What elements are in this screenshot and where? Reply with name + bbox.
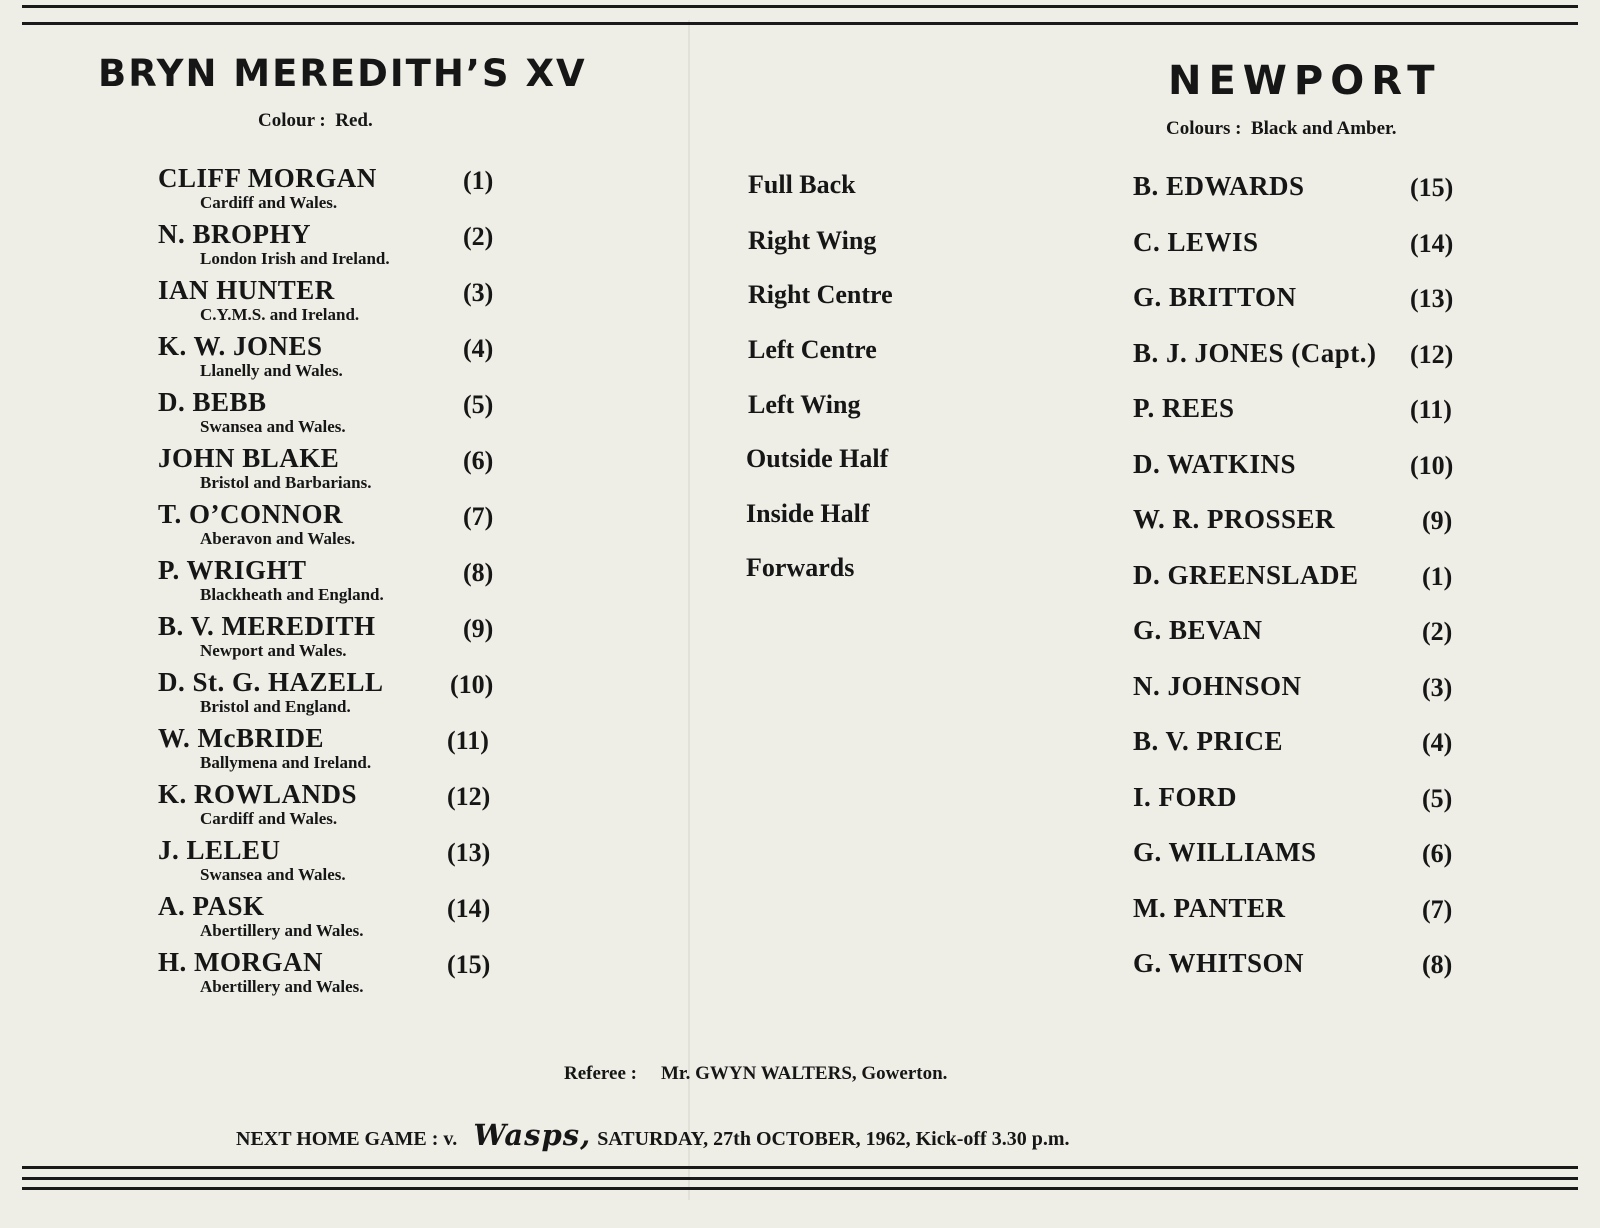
home-player-name: T. O’CONNOR bbox=[158, 499, 343, 529]
away-team-title: NEWPORT bbox=[1168, 58, 1442, 104]
away-player-name: G. WILLIAMS bbox=[1133, 837, 1317, 867]
home-player-name: K. ROWLANDS bbox=[158, 779, 358, 809]
home-player-number: (13) bbox=[447, 838, 491, 867]
home-player-name: A. PASK bbox=[158, 891, 265, 921]
home-player-name: CLIFF MORGAN bbox=[158, 163, 377, 193]
referee-label: Referee : bbox=[564, 1063, 637, 1084]
home-player-club: Swansea and Wales. bbox=[200, 417, 346, 436]
next-game-label: NEXT HOME GAME : v. bbox=[236, 1128, 458, 1150]
home-player-number: (6) bbox=[463, 446, 494, 475]
away-player-name: D. WATKINS bbox=[1133, 449, 1297, 479]
bottom-rule bbox=[22, 1166, 1578, 1169]
position-label: Outside Half bbox=[746, 444, 889, 473]
home-player-name: H. MORGAN bbox=[158, 947, 323, 977]
away-player-number: (11) bbox=[1410, 395, 1452, 424]
away-player-number: (10) bbox=[1410, 451, 1454, 480]
home-player-club: Ballymena and Ireland. bbox=[200, 753, 372, 772]
home-player-club: Abertillery and Wales. bbox=[200, 977, 364, 996]
away-player-name: B. J. JONES (Capt.) bbox=[1133, 338, 1377, 368]
home-player-club: Abertillery and Wales. bbox=[200, 921, 364, 940]
bottom-rule-middle bbox=[22, 1177, 1578, 1180]
away-player-name: W. R. PROSSER bbox=[1133, 504, 1336, 534]
home-player-number: (14) bbox=[447, 894, 491, 923]
home-player-club: C.Y.M.S. and Ireland. bbox=[200, 305, 360, 324]
away-player-number: (4) bbox=[1422, 728, 1453, 757]
home-player-club: Bristol and England. bbox=[200, 697, 351, 716]
home-player-name: W. McBRIDE bbox=[158, 723, 325, 753]
referee-line bbox=[564, 1063, 971, 1085]
away-player-name: B. EDWARDS bbox=[1133, 171, 1305, 201]
away-player-name: P. REES bbox=[1133, 393, 1235, 423]
top-rule bbox=[22, 5, 1578, 8]
next-game-details: SATURDAY, 27th OCTOBER, 1962, Kick-off 3.30 p.m. bbox=[597, 1128, 1070, 1150]
away-player-number: (13) bbox=[1410, 284, 1454, 313]
away-player-name: I. FORD bbox=[1133, 782, 1237, 812]
home-player-club: Swansea and Wales. bbox=[200, 865, 346, 884]
away-player-number: (15) bbox=[1410, 173, 1454, 202]
home-player-name: K. W. JONES bbox=[158, 331, 323, 361]
home-player-number: (15) bbox=[447, 950, 491, 979]
away-player-number: (1) bbox=[1422, 562, 1453, 591]
position-label: Forwards bbox=[746, 553, 855, 582]
home-player-name: P. WRIGHT bbox=[158, 555, 307, 585]
home-player-club: Llanelly and Wales. bbox=[200, 361, 343, 380]
position-label: Right Wing bbox=[748, 226, 877, 255]
home-player-number: (5) bbox=[463, 390, 494, 419]
position-label: Left Centre bbox=[748, 335, 877, 364]
position-label: Left Wing bbox=[748, 390, 861, 419]
away-player-number: (7) bbox=[1422, 895, 1453, 924]
away-team-colour: Colours : Black and Amber. bbox=[1166, 118, 1397, 139]
home-player-number: (10) bbox=[450, 670, 494, 699]
home-team-colour: Colour : Red. bbox=[258, 110, 373, 131]
home-player-number: (9) bbox=[463, 614, 494, 643]
home-player-name: B. V. MEREDITH bbox=[158, 611, 376, 641]
away-player-name: M. PANTER bbox=[1133, 893, 1286, 923]
home-player-number: (3) bbox=[463, 278, 494, 307]
away-player-number: (5) bbox=[1422, 784, 1453, 813]
home-player-name: D. St. G. HAZELL bbox=[158, 667, 384, 697]
home-player-name: IAN HUNTER bbox=[158, 275, 335, 305]
away-player-name: N. JOHNSON bbox=[1133, 671, 1302, 701]
next-home-game bbox=[236, 1118, 1085, 1152]
home-player-club: Cardiff and Wales. bbox=[200, 193, 338, 212]
home-player-club: Cardiff and Wales. bbox=[200, 809, 338, 828]
home-player-number: (1) bbox=[463, 166, 494, 195]
away-player-name: G. WHITSON bbox=[1133, 948, 1305, 978]
home-player-name: JOHN BLAKE bbox=[158, 443, 340, 473]
home-player-name: D. BEBB bbox=[158, 387, 267, 417]
home-player-club: Blackheath and England. bbox=[200, 585, 384, 604]
bottom-rule-lower bbox=[22, 1187, 1578, 1190]
home-player-number: (11) bbox=[447, 726, 489, 755]
home-player-club: Bristol and Barbarians. bbox=[200, 473, 372, 492]
home-player-number: (8) bbox=[463, 558, 494, 587]
away-player-name: B. V. PRICE bbox=[1133, 726, 1284, 756]
home-player-club: Aberavon and Wales. bbox=[200, 529, 356, 548]
away-player-number: (8) bbox=[1422, 950, 1453, 979]
home-player-club: London Irish and Ireland. bbox=[200, 249, 390, 268]
away-player-number: (9) bbox=[1422, 506, 1453, 535]
home-player-name: J. LELEU bbox=[158, 835, 281, 865]
away-player-name: G. BRITTON bbox=[1133, 282, 1297, 312]
position-label: Full Back bbox=[748, 170, 856, 199]
away-player-name: D. GREENSLADE bbox=[1133, 560, 1359, 590]
home-player-number: (7) bbox=[463, 502, 494, 531]
away-player-number: (12) bbox=[1410, 340, 1454, 369]
away-player-number: (6) bbox=[1422, 839, 1453, 868]
next-game-opponent: Wasps, bbox=[473, 1118, 592, 1152]
away-player-number: (14) bbox=[1410, 229, 1454, 258]
home-player-number: (4) bbox=[463, 334, 494, 363]
referee-name: Mr. GWYN WALTERS, Gowerton. bbox=[660, 1063, 948, 1084]
away-player-name: G. BEVAN bbox=[1133, 615, 1263, 645]
page-fold bbox=[688, 20, 690, 1200]
away-player-number: (3) bbox=[1422, 673, 1453, 702]
position-label: Right Centre bbox=[748, 280, 893, 309]
home-player-number: (2) bbox=[463, 222, 494, 251]
away-player-number: (2) bbox=[1422, 617, 1453, 646]
away-player-name: C. LEWIS bbox=[1133, 227, 1259, 257]
home-player-number: (12) bbox=[447, 782, 491, 811]
home-player-club: Newport and Wales. bbox=[200, 641, 347, 660]
position-label: Inside Half bbox=[746, 499, 870, 528]
top-rule-inner bbox=[22, 22, 1578, 25]
home-team-title: BRYN MEREDITH’S XV bbox=[98, 52, 587, 95]
home-player-name: N. BROPHY bbox=[158, 219, 311, 249]
